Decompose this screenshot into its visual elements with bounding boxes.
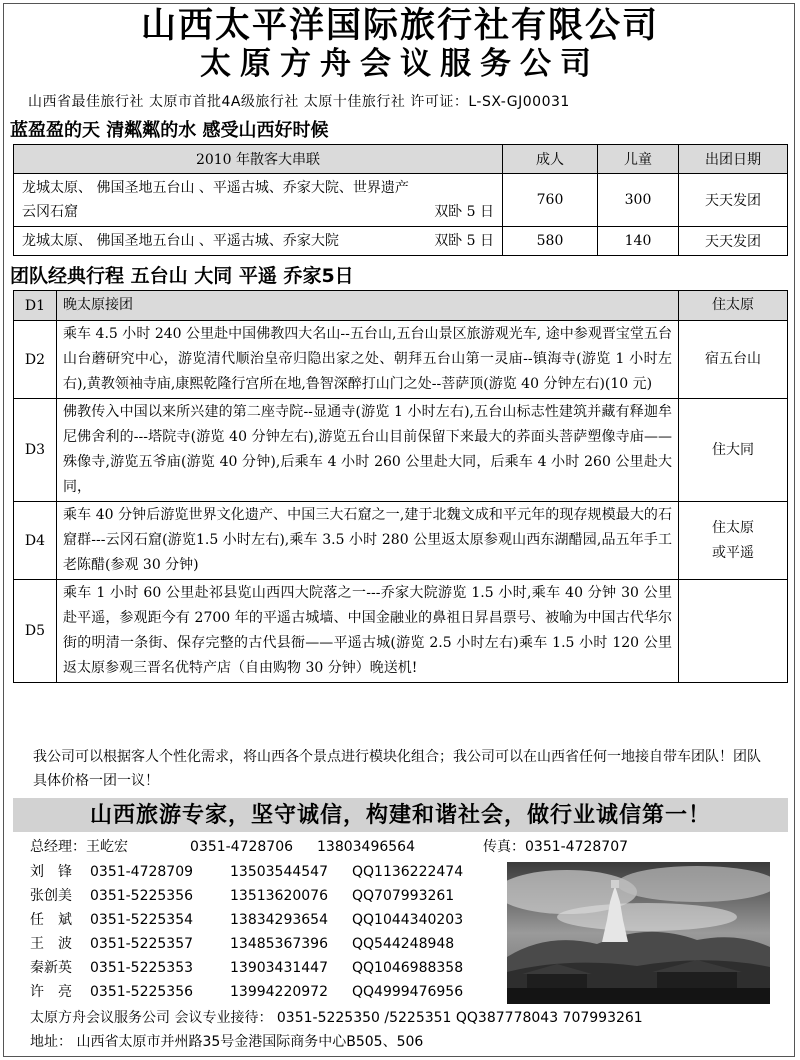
custom-note: 我公司可以根据客人个性化需求，将山西各个景点进行模块化组合；我公司可以在山西省任何一地接自带车团队！团队具体价格一团一议！ [33,749,761,789]
adult-price: 760 [503,174,598,227]
day-description: 乘车 1 小时 60 公里赴祁县览山西四大院落之一---乔家大院游览 1.5 小时,乘车 40 分钟 30 公里赴平遥，参观距今有 2700 年的平遥古城墙、中国金融业的鼻祖日昇昌票号、被喻为中国古代华尔街的明清一条街、保存完整的古代县衙——平遥古城(游览 2.5 小时左右)乘车 1.5 小时 120 公里返太原参观三晋名优特产店（自由购物 30 分钟）晚送机! [57,580,679,683]
table-row [14,174,788,227]
itinerary-row [14,502,788,580]
itinerary-row [14,291,788,321]
itinerary-row [14,399,788,502]
sub-company-title: 太原方舟会议服务公司 [200,46,600,82]
day-stay [679,580,788,683]
route-text: 龙城太原、 佛国圣地五台山 、平遥古城、乔家大院、世界遗产 [22,180,409,196]
stay-line: 或平遥 [712,544,754,561]
gm-label: 总经理：王屹宏 [30,839,128,855]
departure: 天天发团 [679,174,788,227]
contact-phone: 0351-5225356 [90,888,194,904]
license-line: 山西省最佳旅行社 太原市首批4A级旅行社 太原十佳旅行社 许可证：L-SX-GJ00031 [28,94,570,110]
route-text: 云冈石窟 [22,204,78,220]
stay-line: 住太原 [712,519,754,536]
day-stay [679,502,788,580]
day-description: 乘车 4.5 小时 240 公里赴中国佛教四大名山--五台山,五台山景区旅游观光车, 途中参观晋宝堂五台山台蘑研究中心，游览清代顺治皇帝归隐出家之处、朝拜五台山第一灵庙--镇海寺(游览 1 小时左右),黄教领袖寺庙,康熙乾隆行宫所在地,鲁智深醉打山门之处--菩萨顶(游览 40 分钟左右)(10 元) [57,321,679,399]
contact-phone: 0351-4728709 [90,864,194,880]
table-row [14,227,788,256]
temple-photo [507,862,770,1004]
child-price: 300 [598,174,679,227]
address-line: 地址： 山西省太原市并州路35号金港国际商务中心B505、506 [30,1034,424,1050]
contact-name: 张创美 [30,888,72,904]
slogan: 蓝盈盈的天 清粼粼的水 感受山西好时候 [10,120,329,141]
contact-mobile: 13503544547 [230,864,328,880]
day-label: D2 [14,321,57,399]
contact-qq: QQ544248948 [352,936,455,952]
header-departure: 出团日期 [679,145,788,174]
contact-name: 刘 锋 [30,864,72,880]
contact-name: 任 斌 [30,912,72,928]
meeting-contact-line: 太原方舟会议服务公司 会议专业接待： 0351-5225350 /5225351 QQ387778043 707993261 [30,1010,643,1026]
contact-phone: 0351-5225354 [90,912,194,928]
adult-price: 580 [503,227,598,256]
day-label: D4 [14,502,57,580]
itinerary-row [14,580,788,683]
contact-mobile: 13903431447 [230,960,328,976]
header-adult: 成人 [503,145,598,174]
gm-phone: 0351-4728706 [190,839,294,855]
contact-phone: 0351-5225353 [90,960,194,976]
day-description: 佛教传入中国以来所兴建的第二座寺院--显通寺(游览 1 小时左右),五台山标志性建筑并藏有释迦牟尼佛舍利的---塔院寺(游览 40 分钟左右),游览五台山目前保留下来最大的荞面头菩萨塑像寺庙——殊像寺,游览五爷庙(游览 40 分钟),后乘车 4 小时 260 公里赴大同，后乘车 4 小时 260 公里赴大同， [57,399,679,502]
fax: 传真：0351-4728707 [483,839,629,855]
contact-qq: QQ1046988358 [352,960,464,976]
day-label: D5 [14,580,57,683]
child-price: 140 [598,227,679,256]
contact-name: 许 亮 [30,984,72,1000]
departure: 天天发团 [679,227,788,256]
gm-mobile: 13803496564 [317,839,415,855]
header-route: 2010 年散客大串联 [14,145,503,174]
contact-phone: 0351-5225356 [90,984,194,1000]
day-stay: 住太原 [679,291,788,321]
price-table [13,144,788,256]
contact-qq: QQ4999476956 [352,984,464,1000]
contact-mobile: 13485367396 [230,936,328,952]
duration: 双卧 5 日 [434,204,494,220]
contact-phone: 0351-5225357 [90,936,194,952]
day-description: 晚太原接团 [57,291,679,321]
day-label: D3 [14,399,57,502]
contact-mobile: 13994220972 [230,984,328,1000]
day-stay: 住大同 [679,399,788,502]
contact-mobile: 13834293654 [230,912,328,928]
route-cell [14,174,503,227]
duration: 双卧 5 日 [434,233,494,249]
company-title: 山西太平洋国际旅行社有限公司 [140,5,659,46]
price-table-header [14,145,788,174]
slogan-banner: 山西旅游专家，坚守诚信，构建和谐社会，做行业诚信第一！ [13,798,788,832]
temple-photo-image [507,862,770,1004]
itinerary-title: 团队经典行程 五台山 大同 平遥 乔家5日 [10,265,354,287]
contact-qq: QQ1044340203 [352,912,464,928]
route-text: 龙城太原、 佛国圣地五台山 、平遥古城、乔家大院 [22,233,339,249]
itinerary-row [14,321,788,399]
day-label: D1 [14,291,57,321]
itinerary-table [13,290,788,683]
route-cell [14,227,503,256]
day-description: 乘车 40 分钟后游览世界文化遗产、中国三大石窟之一,建于北魏文成和平元年的现存规模最大的石窟群---云冈石窟(游览1.5 小时左右),乘车 3.5 小时 280 公里返太原参观山西东湖醋园,品五年手工老陈醋(参观 30 分钟) [57,502,679,580]
contact-name: 秦新英 [30,960,72,976]
contact-name: 王 波 [30,936,72,952]
contact-qq: QQ707993261 [352,888,455,904]
contact-mobile: 13513620076 [230,888,328,904]
header-child: 儿童 [598,145,679,174]
contact-qq: QQ1136222474 [352,864,464,880]
day-stay: 宿五台山 [679,321,788,399]
